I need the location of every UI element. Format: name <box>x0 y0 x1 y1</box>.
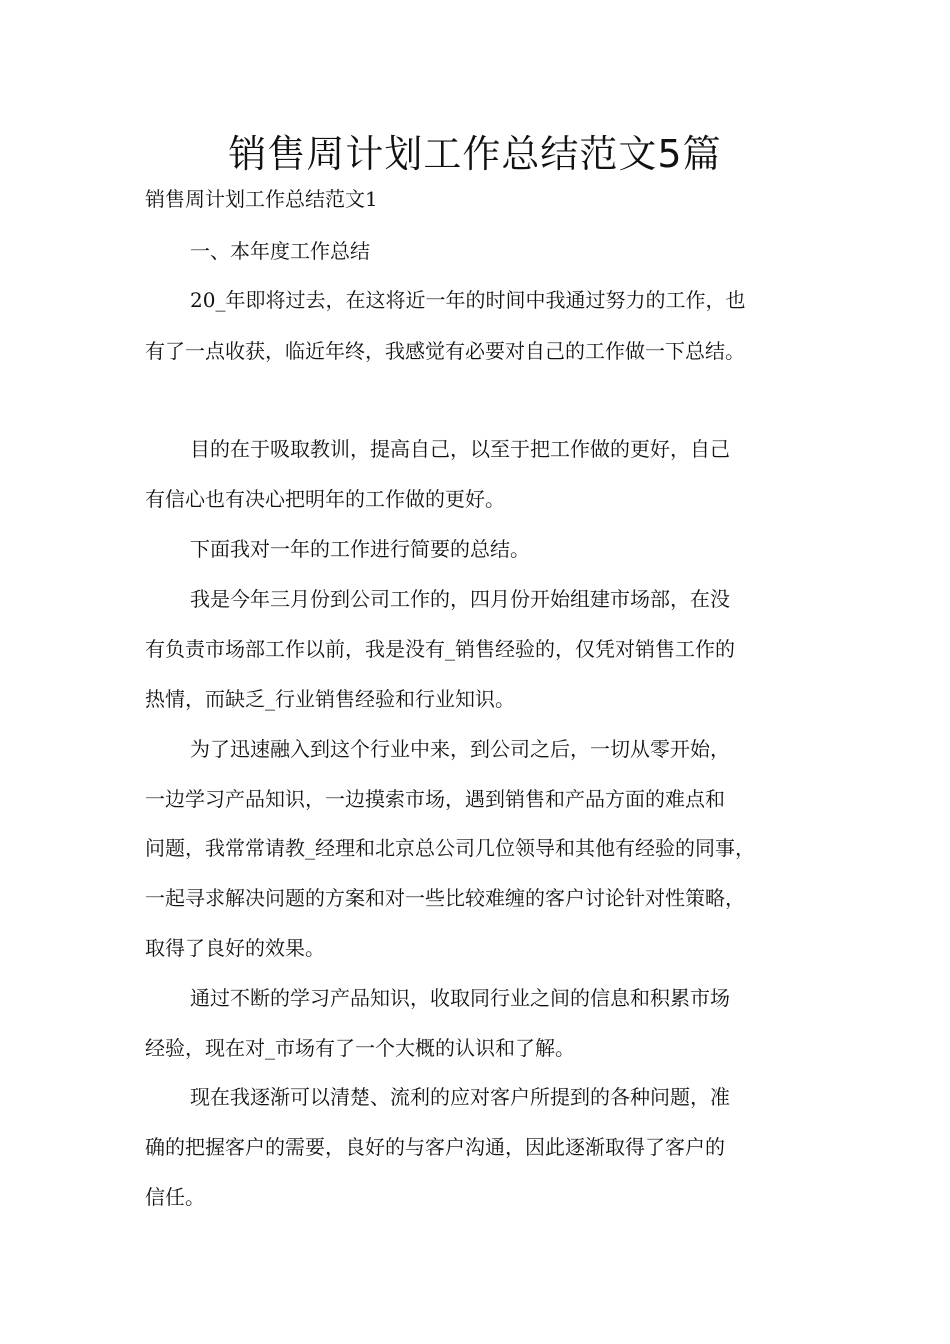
paragraph-line: 确的把握客户的需要，良好的与客户沟通，因此逐渐取得了客户的 <box>145 1135 725 1159</box>
paragraph-line: 信任。 <box>145 1185 205 1209</box>
paragraph-line: 现在我逐渐可以清楚、流利的应对客户所提到的各种问题，准 <box>190 1085 730 1109</box>
paragraph-line: 有了一点收获，临近年终，我感觉有必要对自己的工作做一下总结。 <box>145 339 745 363</box>
paragraph-line: 20_年即将过去，在这将近一年的时间中我通过努力的工作，也 <box>190 288 746 312</box>
paragraph-line: 经验，现在对_市场有了一个大概的认识和了解。 <box>145 1036 575 1060</box>
paragraph-line: 问题，我常常请教_经理和北京总公司几位领导和其他有经验的同事， <box>145 836 755 860</box>
paragraph-line: 我是今年三月份到公司工作的，四月份开始组建市场部，在没 <box>190 587 730 611</box>
paragraph-line: 一起寻求解决问题的方案和对一些比较难缠的客户讨论针对性策略， <box>145 886 745 910</box>
paragraph-line: 有负责市场部工作以前，我是没有_销售经验的，仅凭对销售工作的 <box>145 637 735 661</box>
paragraph-line: 目的在于吸取教训，提高自己，以至于把工作做的更好，自己 <box>190 437 730 461</box>
paragraph-line: 取得了良好的效果。 <box>145 936 325 960</box>
paragraph-line: 通过不断的学习产品知识，收取同行业之间的信息和积累市场 <box>190 986 730 1010</box>
paragraph-line: 有信心也有决心把明年的工作做的更好。 <box>145 487 505 511</box>
paragraph-line: 一边学习产品知识，一边摸索市场，遇到销售和产品方面的难点和 <box>145 787 725 811</box>
paragraph-line: 热情，而缺乏_行业销售经验和行业知识。 <box>145 687 515 711</box>
section-heading: 一、本年度工作总结 <box>190 239 370 263</box>
paragraph-line: 下面我对一年的工作进行简要的总结。 <box>190 537 530 561</box>
document-title: 销售周计划工作总结范文5篇 <box>228 132 722 176</box>
document-subtitle: 销售周计划工作总结范文1 <box>145 187 378 211</box>
paragraph-line: 为了迅速融入到这个行业中来，到公司之后，一切从零开始， <box>190 737 730 761</box>
